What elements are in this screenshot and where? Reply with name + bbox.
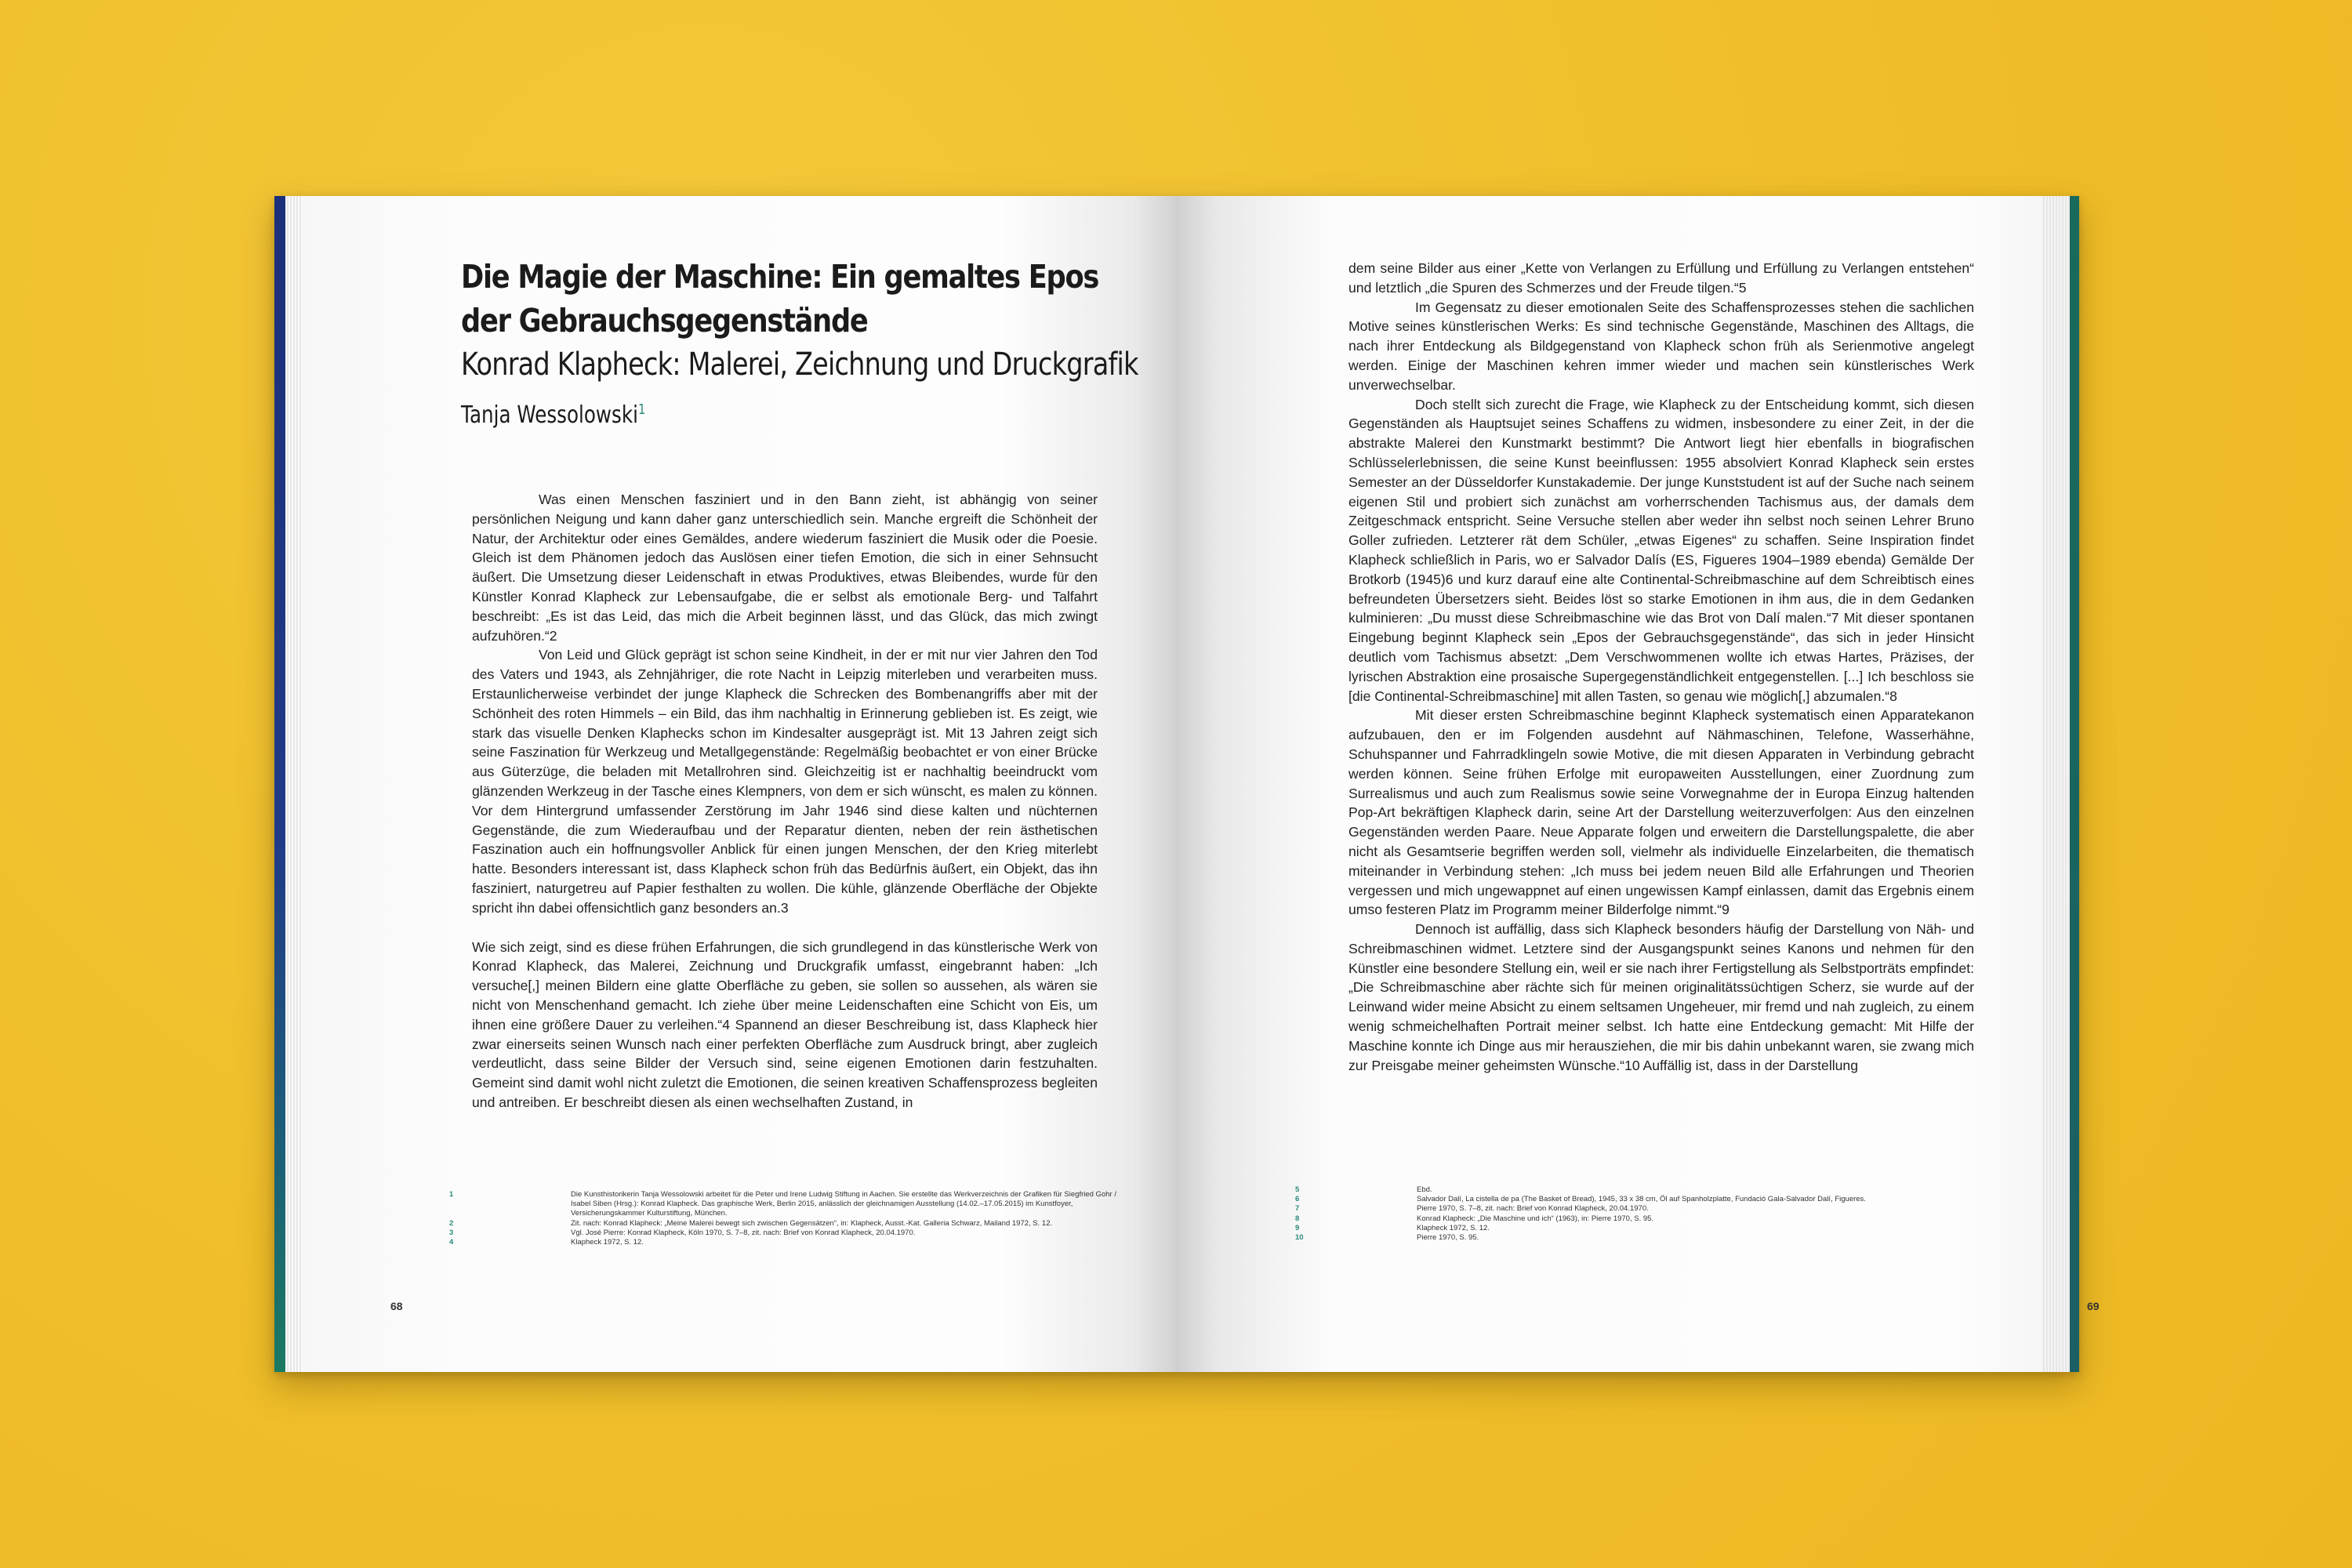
title-line-2: der Gebrauchsgegenstände [461,302,868,339]
paragraph: dem seine Bilder aus einer „Kette von Verlangen zu Erfüllung und Erfüllung zu Verlangen entstehen“ und letztlich „die Spuren des Schmerzes und der Freude tilgen.“5 [1348,260,1974,296]
left-page [303,196,1176,1372]
footnote [449,1238,1123,1247]
page-number-left: 68 [390,1300,403,1312]
footnote [1295,1224,1938,1233]
right-body-text [1348,259,1974,1075]
footnote-number: 5 [1295,1185,1300,1194]
footnote-text: Pierre 1970, S. 95. [1417,1233,1479,1243]
footnote-number: 1 [449,1190,454,1199]
paragraph: Dennoch ist auffällig, dass sich Klapheck besonders häufig der Darstellung von Näh- und Schreibmaschinen widmet. Letztere sind der Ausgangspunkt seines Kanons und nehmen für den Künstler eine besondere Stellung ein, weil er sie nach ihrer Fertigstellung als Selbstporträts empfindet: „Die Schreibmaschine aber rächte sich für meinen originalitätssüchtigen Scherz, sie wurde auf der Leinwand wider meine Absicht zu einem seltsamen Ungeheuer, mir fremd und nah zugleich, zu einem wenig schmeichelhaften Portrait meiner selbst. Ich hatte eine Entdeckung gemacht: Mit Hilfe der Maschine konnte ich Dinge aus mir herausziehen, die mir bis dahin unbekannt waren, sie zwang mich zur Preisgabe meiner geheimsten Wünsche.“10 Auffällig ist, dass in der Darstellung [1348,921,1974,1073]
footnote [1295,1233,1938,1243]
footnote-text: Ebd. [1417,1185,1432,1194]
author-footnote-ref: 1 [637,401,646,418]
footnote [449,1229,1123,1238]
title-line-1: Die Magie der Maschine: Ein gemaltes Epos [461,258,1099,296]
open-book [274,196,2100,1372]
paragraph: Im Gegensatz zu dieser emotionalen Seite des Schaffensprozesses stehen die sachlichen Motive seines künstlerischen Werks: Es sind technische Gegenstände, Maschinen des Alltags, die nach ihrer Entdeckung als Bildgegenstand von Klapheck schon früh als Serienmotive angelegt werden. Einige der Maschinen kehren immer wieder und machen sein künstlerisches Werk unverwechselbar. [1348,299,1974,393]
right-footnotes [1295,1185,1938,1243]
footnote-text: Klapheck 1972, S. 12. [1417,1223,1490,1232]
page-number-right: 69 [2087,1300,2100,1312]
footnote-number: 4 [449,1238,454,1247]
paragraph: Was einen Menschen fasziniert und in den Bann zieht, ist abhängig von seiner persönlichen Neigung und kann daher ganz unterschiedlich sein. Manche ergreift die Schönheit der Natur, der Architektur oder eines Gemäldes, andere wiederum fasziniert die Musik oder die Poesie. Gleich ist dem Phänomen jedoch das Auslösen einer tiefen Emotion, die sich in einer Sehnsucht äußert. Die Umsetzung dieser Leidenschaft in etwas Produktives, etwas Bleibendes, wurde für den Künstler Konrad Klapheck zur Lebensaufgabe, die er selbst als emotionale Berg- und Talfahrt beschreibt: „Es ist das Leid, das mich die Arbeit beginnen lässt, und das Glück, das mich zwingt aufzuhören.“2 [472,492,1098,644]
footnote-number: 3 [449,1228,454,1237]
footnote-text: Vgl. José Pierre: Konrad Klapheck, Köln 1970, S. 7–8, zit. nach: Brief von Konrad Klapheck, 20.04.1970. [571,1228,916,1237]
footnote-text: Klapheck 1972, S. 12. [571,1238,644,1247]
paragraph: Wie sich zeigt, sind es diese frühen Erfahrungen, die sich grundlegend in das künstlerische Werk von Konrad Klapheck, das Malerei, Zeichnung und Druckgrafik umfasst, eingebrannt haben: „Ich versuche[,] meinen Bildern eine glatte Oberfläche zu geben, sie sollen so aussehen, als wären sie nicht von Menschenhand gemacht. Ich ziehe über meine Leidenschaften eine Schicht von Eis, um ihnen eine größere Dauer zu verleihen.“4 Spannend an dieser Beschreibung ist, dass Klapheck hier zwar einerseits seinen Wunsch nach einer perfekten Oberfläche zum Ausdruck bringt, aber zugleich verdeutlicht, dass seine Bilder der Versuch sind, seine eigenen Emotionen darin festzuhalten. Gemeint sind damit wohl nicht zuletzt die Emotionen, die seinen kreativen Schaffensprozess begleiten und antreiben. Er beschreibt diesen als einen wechselhaften Zustand, in [472,938,1098,1110]
footnote [1295,1185,1938,1195]
author-line [461,387,1040,439]
author-name: Tanja Wessolowski [461,401,638,429]
paragraph: Doch stellt sich zurecht die Frage, wie Klapheck zu der Entscheidung kommt, sich diesen Gegenständen als Hauptsujet seines Schaffens zu widmen, insbesondere zu einer Zeit, in der die abstrakte Malerei den Kunstmarkt bestimmt? Die Antwort liegt hier ebenfalls in biografischen Schlüsselerlebnissen, die seine Kunst beeinflussen: 1955 absolviert Konrad Klapheck sein erstes Semester an der Düsseldorfer Kunstakademie. Der junge Kunststudent ist auf der Suche nach seinem eigenen Stil und probiert sich zunächst am vorherrschenden Tachismus aus, der damals dem Zeitgeschmack entspricht. Seine Versuche stellen aber weder ihn selbst noch seinen Lehrer Bruno Goller zufrieden. Letzterer rät dem Schüler, „etwas Eigenes“ zu schaffen. Seine Inspiration findet Klapheck schließlich in Paris, wo er Salvador Dalís (ES, Figueres 1904–1989 ebenda) Gemälde Der Brotkorb (1945)6 und kurz darauf eine alte Continental-Schreibmaschine auf dem Schreibtisch eines befreundeten Übersetzers sieht. Beides löst so starke Emotionen in ihm aus, die in dem Gedanken kulminieren: „Du musst diese Schreibmaschine wie das Brot von Dalí malen.“7 Mit dieser spontanen Eingebung beginnt Klapheck sein „Epos der Gebrauchsgegenstände“, das sich in jeder Hinsicht deutlich vom Tachismus absetzt: „Dem Verschwommenen wollte ich etwas Hartes, Präzises, der lyrischen Abstraktion eine prosaische Supergegenständlichkeit entgegenstellen. [...] Ich beschloss sie [die Continental-Schreibmaschine] mit allen Tasten, so genau wie möglich[,] abzumalen.“8 [1348,396,1974,704]
book-cover-right [2070,196,2079,1372]
footnote [1295,1214,1938,1224]
left-body-text [472,490,1098,1112]
footnote-number: 2 [449,1218,454,1228]
article-heading [461,255,1167,439]
footnote [1295,1204,1938,1214]
page-edges-left [285,196,303,1372]
subtitle: Konrad Klapheck: Malerei, Zeichnung und Druckgrafik [461,347,1138,383]
footnote-number: 8 [1295,1214,1300,1223]
left-footnotes [449,1190,1123,1247]
footnote-text: Salvador Dalí, La cistella de pa (The Basket of Bread), 1945, 33 x 38 cm, Öl auf Spanholzplatte, Fundació Gala-Salvador Dalí, Figueres. [1417,1195,1866,1204]
book-cover-left [274,196,285,1372]
footnote-text: Zit. nach: Konrad Klapheck: „Meine Malerei bewegt sich zwischen Gegensätzen“, in: Klapheck, Ausst.-Kat. Galleria Schwarz, Mailand 1972, S. 12. [571,1218,1053,1228]
footnote-number: 6 [1295,1195,1300,1204]
footnote-text: Konrad Klapheck: „Die Maschine und ich“ (1963), in: Pierre 1970, S. 95. [1417,1214,1654,1223]
footnote-number: 9 [1295,1223,1300,1232]
footnote-number: 7 [1295,1204,1300,1214]
footnote [449,1219,1123,1229]
footnote-number: 10 [1295,1233,1304,1243]
footnote [449,1190,1123,1219]
footnote [1295,1195,1938,1204]
footnote-text: Die Kunsthistorikerin Tanja Wessolowski arbeitet für die Peter und Irene Ludwig Stiftung in Aachen. Sie erstellte das Werkverzeichnis der Grafiken für Siegfried Gohr / Isabel Siben (Hrsg.): Konrad Klapheck. Das graphische Werk, Berlin 2015, anlässlich der gleichnamigen Ausstellung (14.02.–17.05.2015) im Kunstfoyer, Versicherungskammer Kulturstiftung, München. [571,1190,1116,1218]
footnote-text: Pierre 1970, S. 7–8, zit. nach: Brief von Konrad Klapheck, 20.04.1970. [1417,1204,1649,1214]
page-edges-right [2042,196,2070,1372]
right-page [1176,196,2100,1372]
paragraph: Mit dieser ersten Schreibmaschine beginnt Klapheck systematisch einen Apparatekanon aufzubauen, den er im Folgenden ausdehnt auf Nähmaschinen, Telefone, Wasserhähne, Schuhspanner und Fahrradklingeln sowie Motive, die mit diesen Apparaten in Verbindung gebracht werden können. Seine frühen Erfolge mit europaweiten Ausstellungen, einer Zuordnung zum Surrealismus und auch zum Realismus sowie seine Vorwegnahme der in Europa Einzug haltenden Pop-Art bekräftigen Klapheck darin, seine Art der Darstellung weiterzuverfolgen: Aus den einzelnen Gegenständen werden Paare. Neue Apparate folgen und erweitern die Darstellungspalette, die aber nicht als Gesamtserie begriffen werden soll, vielmehr als individuelle Einzelarbeiten, die thematisch miteinander in Verbindung stehen: „Ich muss bei jedem neuen Bild alle Erfahrungen und Theorien vergessen und mich ungewappnet auf einen ungewissen Kampf einlassen, damit das Ergebnis einem umso festeren Platz im Programm meiner Bilderfolge nimmt.“9 [1348,707,1974,918]
paragraph: Von Leid und Glück geprägt ist schon seine Kindheit, in der er mit nur vier Jahren den Tod des Vaters und 1943, als Zehnjähriger, die rote Nacht in Leipzig miterleben und verarbeiten muss. Erstaunlicherweise verbindet der junge Klapheck die Schrecken des Bombenangriffs aber mit der Schönheit des roten Himmels – ein Bild, das ihm nachhaltig in Erinnerung geblieben ist. Es zeigt, wie stark das visuelle Denken Klaphecks schon im Kindesalter ausgeprägt ist. Mit 13 Jahren zeigt sich seine Faszination für Werkzeug und Metallgegenstände: Regelmäßig beobachtet er von einer Brücke aus Güterzüge, die beladen mit Metallrohren sind. Gleichzeitig ist er nachhaltig beeindruckt vom glänzenden Werkzeug in der Tasche eines Klempners, von dem er sich wünscht, es malen zu können. Vor dem Hintergrund umfassender Zerstörung im Jahr 1946 sind diese kalten und nüchternen Gegenstände, die zum Wiederaufbau und der Reparatur dienten, neben der rein ästhetischen Faszination auch ein hoffnungsvoller Anblick für einen jungen Menschen, der den Krieg miterlebt hatte. Besonders interessant ist, dass Klapheck schon früh das Bedürfnis äußert, ein Objekt, das ihn fasziniert, naturgetreu auf Papier festhalten zu wollen. Die kühle, glänzende Oberfläche der Objekte spricht ihn dabei offensichtlich ganz besonders an.3 [472,647,1098,916]
